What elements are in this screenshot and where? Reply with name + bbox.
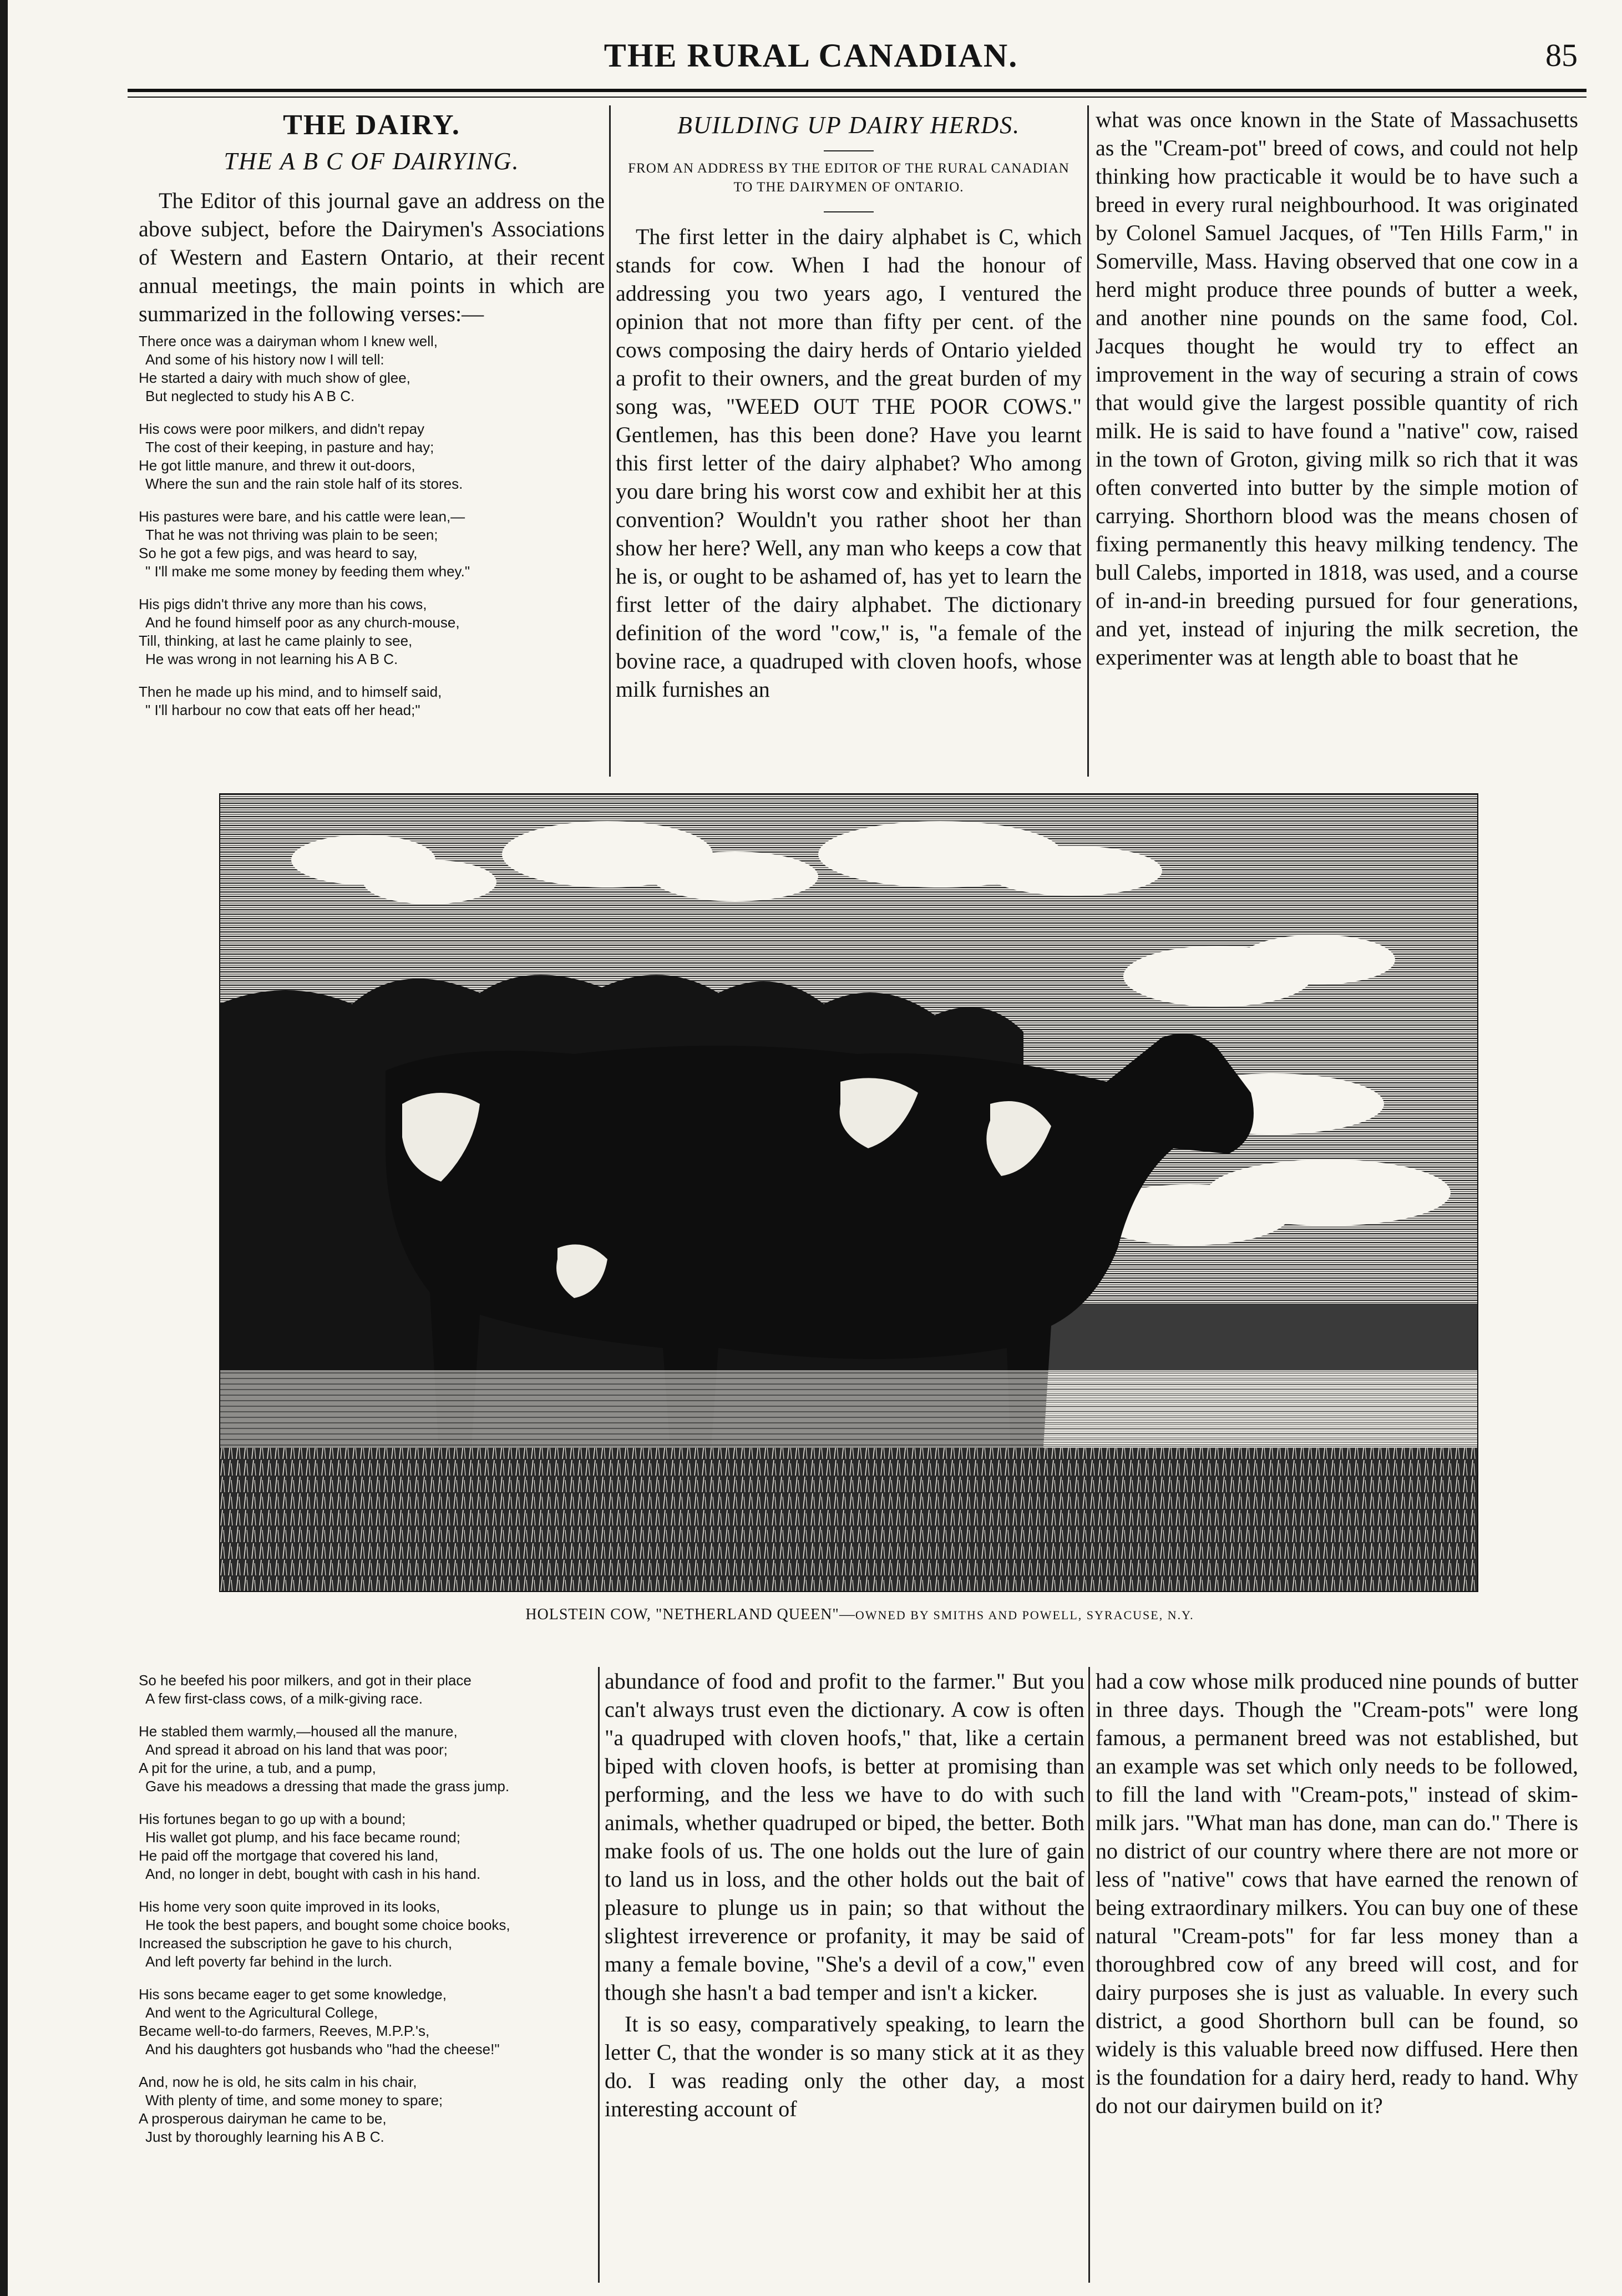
- article-body: The first letter in the dairy alphabet is C, which stands for cow. When I had the honour of addressing you two years ago, I ventured the opinion that not more than fifty per cent. of the cows composing the dairy herds of Ontario yielded a profit to their owners, and the great burden of my song was, "WEED OUT THE POOR COWS." Gentlemen, has this been done? Have you learnt this first letter of the dairy alphabet? Who among you dare bring his worst cow and exhibit her at this convention? Wouldn't you rather shoot her than show her here? Well, any man who keeps a cow that he is, or ought to be ashamed of, has yet to learn the first letter of the dairy alphabet. The dictionary definition of the word "cow," is, "a female of the bovine race, a quadruped with cloven hoofs, whose milk furnishes an: [616, 224, 1082, 702]
- poem-line: Then he made up his mind, and to himself said,: [139, 683, 442, 700]
- poem-line: His pastures were bare, and his cattle were lean,—: [139, 508, 465, 525]
- short-rule: [824, 150, 874, 151]
- poem-stanza: [139, 508, 605, 581]
- column-poem-continued: [139, 1667, 605, 2288]
- intro-paragraph: The Editor of this journal gave an address on the above subject, before the Dairymen's Associations of Western and Eastern Ontario, at their recent annual meetings, the main points in which are summarized in the following verses:—: [139, 188, 605, 326]
- short-rule: [824, 211, 874, 212]
- column-dairy: [139, 105, 605, 777]
- poem-line: His home very soon quite improved in its looks,: [139, 1898, 440, 1915]
- poem-line: Just by thoroughly learning his A B C.: [145, 2128, 384, 2145]
- poem-line: There once was a dairyman whom I knew well,: [139, 333, 438, 349]
- poem-line: Increased the subscription he gave to his church,: [139, 1935, 453, 1952]
- poem-line: A prosperous dairyman he came to be,: [139, 2110, 387, 2127]
- section-title: THE DAIRY.: [283, 109, 460, 141]
- poem-line: His sons became eager to get some knowledge,: [139, 1986, 447, 2003]
- poem-line: His wallet got plump, and his face became round;: [145, 1829, 460, 1846]
- poem-stanza: [139, 1671, 605, 1708]
- poem-line: " I'll harbour no cow that eats off her head;": [145, 702, 420, 718]
- column-building-herds: [616, 105, 1082, 777]
- poem-line: And, no longer in debt, bought with cash in his hand.: [145, 1866, 481, 1882]
- poem-line: That he was not thriving was plain to be seen;: [145, 526, 438, 543]
- poem-line: So he beefed his poor milkers, and got in their place: [139, 1672, 472, 1689]
- poem-line: Till, thinking, at last he came plainly to see,: [139, 632, 413, 649]
- poem-line: And went to the Agricultural College,: [145, 2004, 378, 2021]
- poem-line: But neglected to study his A B C.: [145, 388, 355, 404]
- poem-line: The cost of their keeping, in pasture and hay;: [145, 439, 434, 455]
- poem-line: And his daughters got husbands who "had the cheese!": [145, 2041, 500, 2057]
- column-building-herds-continued: [605, 1667, 1084, 2288]
- article-title: BUILDING UP DAIRY HERDS.: [677, 111, 1021, 139]
- masthead-title: THE RURAL CANADIAN.: [604, 37, 1018, 74]
- poem-stanza: [139, 2073, 605, 2146]
- engraving-caption: [166, 1606, 1553, 1624]
- poem-line: Where the sun and the rain stole half of its stores.: [145, 475, 463, 492]
- poem-line: And he found himself poor as any church-mouse,: [145, 614, 460, 631]
- poem-line: He was wrong in not learning his A B C.: [145, 651, 398, 667]
- scan-edge: [0, 0, 8, 2296]
- column-cream-pot-continued: [1096, 1667, 1578, 2288]
- poem-line: He got little manure, and threw it out-doors,: [139, 457, 415, 474]
- poem-line: He stabled them warmly,—housed all the manure,: [139, 1723, 458, 1740]
- poem-stanza: [139, 595, 605, 668]
- poem-line: " I'll make me some money by feeding them whey.": [145, 563, 470, 580]
- column-divider: [1088, 1667, 1090, 2283]
- article-body-paragraph: abundance of food and profit to the farmer." But you can't always trust even the dictionary. A cow is often "a quadruped with cloven hoofs," that, like a certain biped with cloven hoofs, is better at promising than performing, and the less we have to do with such animals, whether quadruped or biped, the better. Both make fools of us. The one holds out the lure of gain to land us in loss, and the other holds out the bait of pleasure to plunge us in pain; so that without the slightest irreverence or profanity, it may be said of many a female bovine, "She's a devil of a cow," even though she hasn't a bad temper and isn't a kicker.: [605, 1669, 1084, 2005]
- poem-line: Became well-to-do farmers, Reeves, M.P.P.'s,: [139, 2023, 430, 2039]
- holstein-cow-engraving: [219, 793, 1478, 1592]
- poem-line: So he got a few pigs, and was heard to say,: [139, 545, 418, 561]
- poem-stanza: [139, 420, 605, 493]
- caption-owner: OWNED BY SMITHS AND POWELL, SYRACUSE, N.Y.: [855, 1608, 1194, 1622]
- page-number: 85: [1545, 37, 1578, 73]
- poem-bottom: [139, 1671, 605, 2146]
- column-cream-pot: [1096, 105, 1578, 777]
- poem-line: His fortunes began to go up with a bound;: [139, 1811, 406, 1827]
- poem-line: Gave his meadows a dressing that made the grass jump.: [145, 1778, 510, 1795]
- caption-main: HOLSTEIN COW, "NETHERLAND QUEEN"—: [525, 1606, 855, 1623]
- poem-stanza: [139, 1985, 605, 2059]
- poem-line: A few first-class cows, of a milk-giving race.: [145, 1690, 423, 1707]
- poem-line: With plenty of time, and some money to spare;: [145, 2092, 443, 2109]
- poem-line: And some of his history now I will tell:: [145, 351, 384, 368]
- header-rule-thin: [128, 97, 1586, 98]
- article-body-continued: what was once known in the State of Massachusetts as the "Cream-pot" breed of cows, and could not help thinking how practicable it would be to have such a breed in every rural neighbourhood. It was originated by Colonel Samuel Jacques, of "Ten Hills Farm," in Somerville, Mass. Having observed that one cow in a herd might produce three pounds of butter a week, and another nine pounds on the same food, Col. Jacques thought he would try to effect an improvement in the way of securing a strain of cows that would give the largest possible quantity of rich milk. He is said to have found a "native" cow, raised in the town of Groton, giving milk so rich that it was often converted into butter by the simple motion of carrying. Shorthorn blood was the means chosen of fixing permanently this heavy milking tendency. The bull Calebs, imported in 1818, was used, and a course of in-and-in breeding pursued for four generations, and yet, instead of injuring the milk secretion, the experimenter was at length able to boast that he: [1096, 107, 1578, 670]
- poem-top: [139, 332, 605, 719]
- poem-line: And left poverty far behind in the lurch.: [145, 1953, 393, 1970]
- poem-stanza: [139, 332, 605, 406]
- engraving-image: [219, 793, 1478, 1592]
- column-divider: [1087, 105, 1089, 777]
- poem-line: He started a dairy with much show of glee,: [139, 369, 410, 386]
- poem-line: He took the best papers, and bought some choice books,: [145, 1917, 510, 1933]
- article-byline: FROM AN ADDRESS BY THE EDITOR OF THE RURAL CANADIAN TO THE DAIRYMEN OF ONTARIO.: [628, 161, 1069, 195]
- poem-line: A pit for the urine, a tub, and a pump,: [139, 1760, 376, 1776]
- poem-stanza: [139, 1722, 605, 1796]
- poem-line: And spread it abroad on his land that was poor;: [145, 1741, 448, 1758]
- poem-stanza: [139, 683, 605, 719]
- column-divider: [609, 105, 611, 777]
- article-subtitle: THE A B C OF DAIRYING.: [224, 148, 520, 175]
- poem-stanza: [139, 1898, 605, 1971]
- header-rule: [128, 89, 1586, 92]
- poem-stanza: [139, 1810, 605, 1883]
- poem-line: His cows were poor milkers, and didn't repay: [139, 420, 425, 437]
- poem-line: His pigs didn't thrive any more than his cows,: [139, 596, 427, 612]
- article-body-paragraph: It is so easy, comparatively speaking, to learn the letter C, that the wonder is so many stick at it as they do. I was reading only the other day, a most interesting account of: [605, 2011, 1084, 2121]
- article-body-final: had a cow whose milk produced nine pounds of butter in three days. Though the "Cream-pots" were long famous, a permanent breed was not established, but an example was set which only needs to be followed, to fill the land with "Cream-pots," instead of skim-milk jars. "What man has done, man can do." There is no district of our country where there are not more or less of "native" cows that have earned the renown of being extraordinary milkers. You can buy one of these natural "Cream-pots" for far less money than a thoroughbred cow of any breed will cost, and for dairy purposes she is just as valuable. In every such district, a good Shorthorn bull can be found, so widely is this valuable breed now diffused. Here then is the foundation for a dairy herd, ready to hand. Why do not our dairymen build on it?: [1096, 1669, 1578, 2118]
- poem-line: He paid off the mortgage that covered his land,: [139, 1847, 439, 1864]
- poem-line: And, now he is old, he sits calm in his chair,: [139, 2074, 417, 2090]
